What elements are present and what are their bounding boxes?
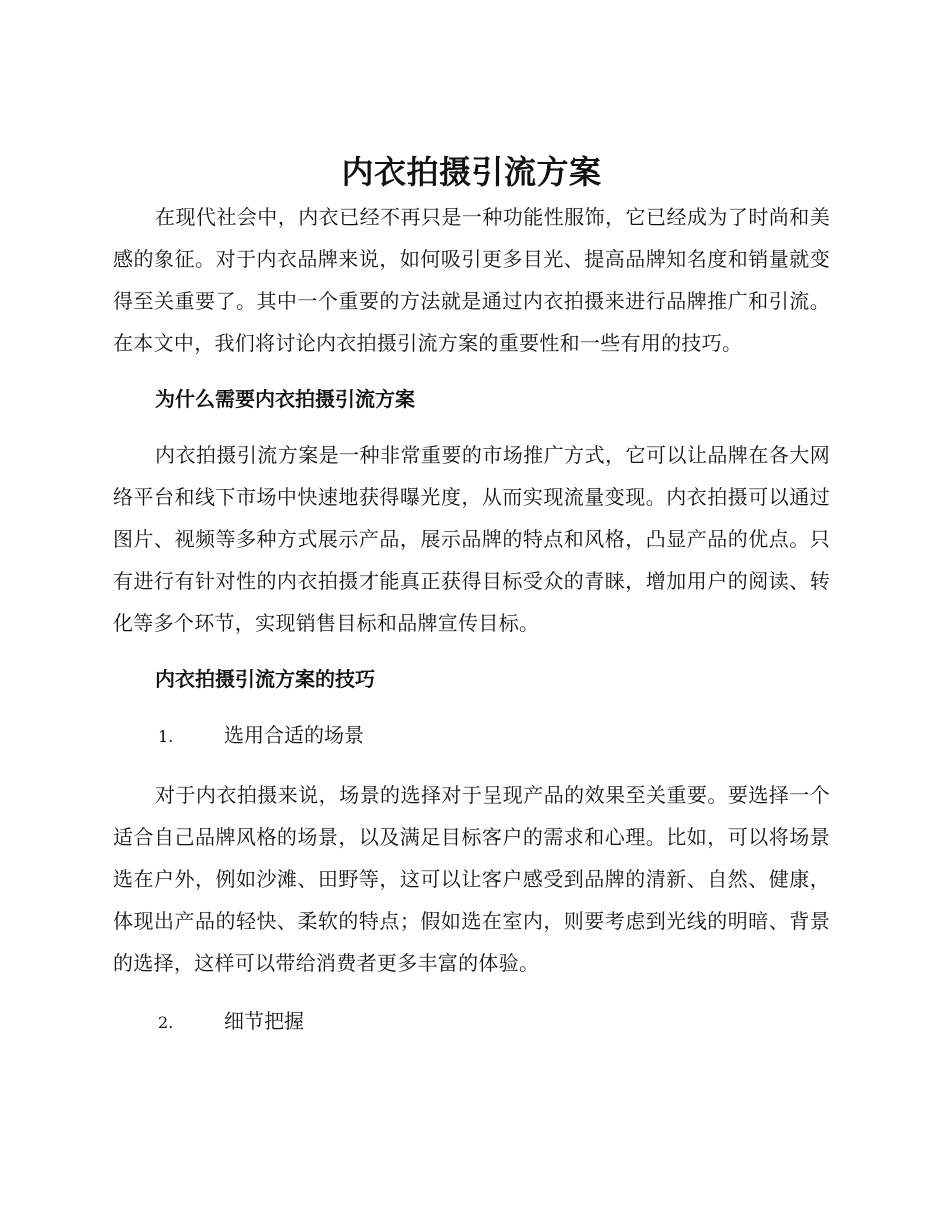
spacer [113,758,830,774]
list-item-label: 细节把握 [224,1009,304,1033]
list-item-scene [113,714,830,758]
spacer [113,700,830,714]
spacer [113,420,830,434]
spacer [113,364,830,378]
list-item-details [113,1000,830,1044]
intro-paragraph: 在现代社会中，内衣已经不再只是一种功能性服饰，它已经成为了时尚和美感的象征。对于内衣品牌来说，如何吸引更多目光、提高品牌知名度和销量就变得至关重要了。其中一个重要的方法就是通过内衣拍摄来进行品牌推广和引流。在本文中，我们将讨论内衣拍摄引流方案的重要性和一些有用的技巧。 [113,205,830,355]
document-title: 内衣拍摄引流方案 [341,153,602,191]
spacer [113,644,830,658]
section-heading-tips: 内衣拍摄引流方案的技巧 [155,667,375,691]
list-number: 1. [158,727,174,746]
scene-paragraph: 对于内衣拍摄来说，场景的选择对于呈现产品的效果至关重要。要选择一个适合自己品牌风格的场景，以及满足目标客户的需求和心理。比如，可以将场景选在户外，例如沙滩、田野等，这可以让客户感受到品牌的清新、自然、健康，体现出产品的轻快、柔软的特点；假如选在室内，则要考虑到光线的明暗、背景的选择，这样可以带给消费者更多丰富的体验。 [113,783,830,975]
section-why-paragraph: 内衣拍摄引流方案是一种非常重要的市场推广方式，它可以让品牌在各大网络平台和线下市场中快速地获得曝光度，从而实现流量变现。内衣拍摄可以通过图片、视频等多种方式展示产品，展示品牌的特点和风格，凸显产品的优点。只有进行有针对性的内衣拍摄才能真正获得目标受众的青睐，增加用户的阅读、转化等多个环节，实现销售目标和品牌宣传目标。 [113,443,830,635]
document-page [113,150,830,1044]
spacer [113,984,830,1000]
list-number: 2. [158,1013,174,1032]
list-item-label: 选用合适的场景 [224,723,364,747]
section-heading-why: 为什么需要内衣拍摄引流方案 [155,387,415,411]
